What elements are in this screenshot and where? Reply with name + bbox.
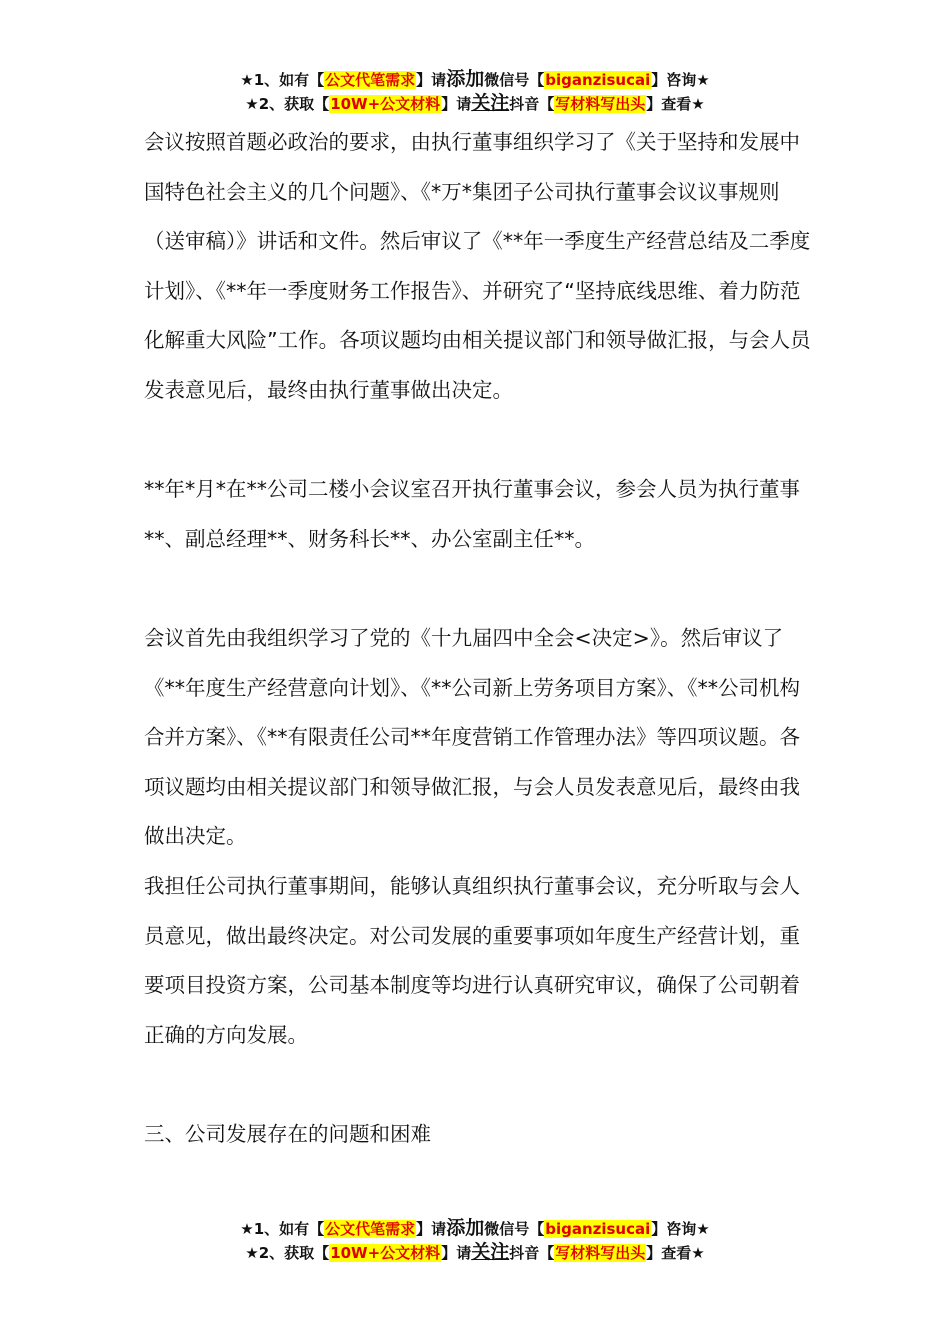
banner-emphasis: 添加 bbox=[446, 68, 485, 90]
banner-text: 微信号【 bbox=[484, 71, 545, 89]
banner-text: ★2、获取【 bbox=[245, 95, 330, 113]
paragraph-2: **年*月*在**公司二楼小会议室召开执行董事会议，参会人员为执行董事**、副总经理**、财务科长**、办公室副主任**。 bbox=[144, 477, 800, 551]
paragraph-1: 会议按照首题必政治的要求，由执行董事组织学习了《关于坚持和发展中国特色社会主义的几个问题》、《*万*集团子公司执行董事会议议事规则（送审稿）》讲话和文件。然后审议了《**年一季度生产经营总结及二季度计划》、《**年一季度财务工作报告》、并研究了“坚持底线思维、着力防范化解重大风险”工作。各项议题均由相关提议部门和领导做汇报，与会人员发表意见后，最终由执行董事做出决定。 bbox=[144, 130, 811, 402]
banner-line-2 bbox=[0, 1241, 950, 1265]
banner-line-1 bbox=[0, 1217, 950, 1241]
banner-text: ★1、如有【 bbox=[240, 1220, 325, 1238]
highlight-wechat-id: biganzisucai bbox=[545, 71, 651, 89]
document-body bbox=[144, 118, 812, 1159]
top-banner bbox=[0, 68, 950, 116]
banner-text: 】请 bbox=[416, 1220, 447, 1238]
section-heading: 三、公司发展存在的问题和困难 bbox=[144, 1121, 431, 1146]
banner-text: ★2、获取【 bbox=[245, 1244, 330, 1262]
banner-line-1 bbox=[0, 68, 950, 92]
highlight-materials: 10W+公文材料 bbox=[330, 95, 441, 113]
banner-line-2 bbox=[0, 92, 950, 116]
paragraph-3: 会议首先由我组织学习了党的《十九届四中全会<决定>》。然后审议了《**年度生产经营意向计划》、《**公司新上劳务项目方案》、《**公司机构合并方案》、《**有限责任公司**年度营销工作管理办法》等四项议题。各项议题均由相关提议部门和领导做汇报，与会人员发表意见后，最终由我做出决定。 bbox=[144, 625, 800, 849]
bottom-banner bbox=[0, 1217, 950, 1265]
banner-text: ★1、如有【 bbox=[240, 71, 325, 89]
highlight-service: 公文代笔需求 bbox=[325, 1220, 416, 1238]
banner-text: 抖音【 bbox=[509, 95, 555, 113]
highlight-douyin: 写材料写出头 bbox=[555, 1244, 646, 1262]
banner-text: 】咨询★ bbox=[651, 71, 710, 89]
spacer bbox=[144, 564, 812, 614]
banner-text: 】查看★ bbox=[646, 1244, 705, 1262]
banner-emphasis: 关注 bbox=[471, 1241, 510, 1263]
banner-text: 】咨询★ bbox=[651, 1220, 710, 1238]
highlight-wechat-id: biganzisucai bbox=[545, 1220, 651, 1238]
highlight-materials: 10W+公文材料 bbox=[330, 1244, 441, 1262]
banner-text: 】请 bbox=[441, 95, 472, 113]
banner-emphasis: 添加 bbox=[446, 1217, 485, 1239]
paragraph-4: 我担任公司执行董事期间，能够认真组织执行董事会议，充分听取与会人员意见，做出最终决定。对公司发展的重要事项如年度生产经营计划，重要项目投资方案，公司基本制度等均进行认真研究审议，确保了公司朝着正确的方向发展。 bbox=[144, 873, 800, 1047]
banner-text: 微信号【 bbox=[484, 1220, 545, 1238]
spacer bbox=[144, 1060, 812, 1110]
highlight-douyin: 写材料写出头 bbox=[555, 95, 646, 113]
banner-text: 】请 bbox=[416, 71, 447, 89]
banner-text: 】请 bbox=[441, 1244, 472, 1262]
banner-text: 】查看★ bbox=[646, 95, 705, 113]
highlight-service: 公文代笔需求 bbox=[325, 71, 416, 89]
banner-emphasis: 关注 bbox=[471, 92, 510, 114]
spacer bbox=[144, 416, 812, 466]
banner-text: 抖音【 bbox=[509, 1244, 555, 1262]
